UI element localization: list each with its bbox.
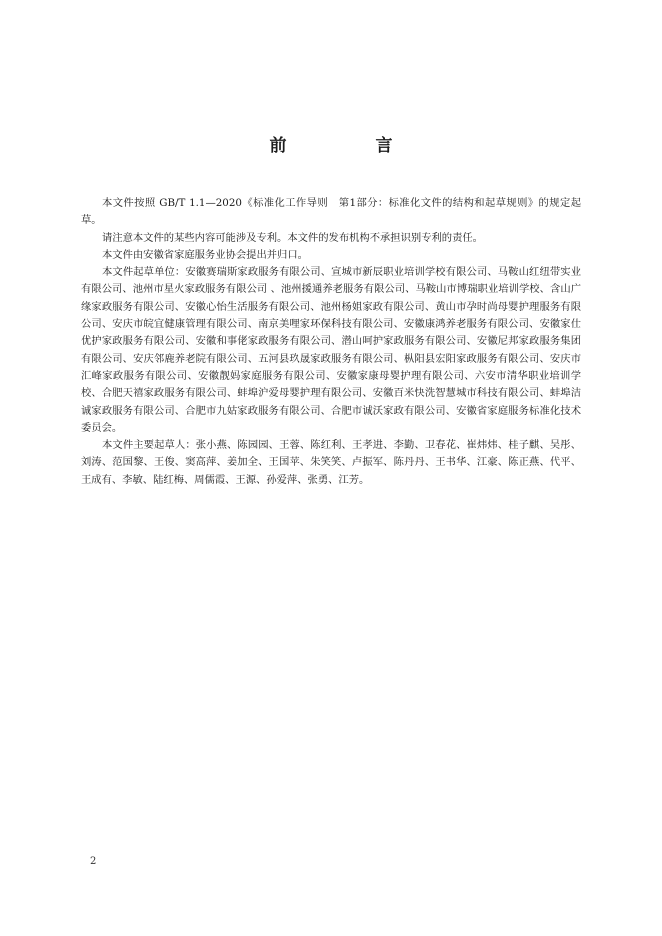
- paragraph-drafters: 本文件主要起草人：张小燕、陈园园、王蓉、陈红利、王孝进、李勤、卫春花、崔炜炜、桂子麒、吴彤、刘涛、范国黎、王俊、窦高萍、姜加全、王国苹、朱笑笑、卢振军、陈丹丹、王书华、江豪、陈正燕、代平、王成有、李敏、陆红梅、周儒霞、王源、孙爱萍、张勇、江芳。: [81, 439, 581, 486]
- page-title: 前 言: [269, 136, 429, 156]
- paragraph-drafting-units: 本文件起草单位：安徽赛瑞斯家政服务有限公司、宣城市新辰职业培训学校有限公司、马鞍山红纽带实业有限公司、池州市星火家政服务有限公司 、池州援通养老服务有限公司、马鞍山市博瑞职业培训学校、含山广缘家政服务有限公司、安徽心怡生活服务有限公司、池州杨姐家政有限公司、黄山市孕时尚母婴护理服务有限公司、安庆市皖宜健康管理有限公司、南京美哩家环保科技有限公司、安徽康鸿养老服务有限公司、安徽家仕优护家政服务有限公司、安徽和事佬家政服务有限公司、潜山呵护家政服务有限公司、安徽尼邦家政服务集团有限公司、安庆邻鹿养老院有限公司、五河县玖晟家政服务有限公司、枞阳县宏阳家政服务有限公司、安庆市汇峰家政服务有限公司、安徽靓妈家庭服务有限公司、安徽家康母婴护理有限公司、六安市清华职业培训学校、合肥天禧家政服务有限公司、蚌埠沪爱母婴护理有限公司、安徽百米快洗智慧城市科技有限公司、蚌埠洁诚家政服务有限公司、合肥市九姑家政服务有限公司、合肥市诚沃家政有限公司、安徽省家庭服务标准化技术委员会。: [81, 266, 581, 434]
- foreword-body: [81, 195, 581, 489]
- page-number: 2: [90, 856, 97, 867]
- paragraph-standard-basis: 本文件按照 GB/T 1.1—2020《标准化工作导则 第1部分：标准化文件的结构和起草规则》的规定起草。: [81, 197, 581, 227]
- paragraph-patent-notice: 请注意本文件的某些内容可能涉及专利。本文件的发布机构不承担识别专利的责任。: [102, 231, 483, 244]
- paragraph-proposer: 本文件由安徽省家庭服务业协会提出并归口。: [102, 248, 308, 261]
